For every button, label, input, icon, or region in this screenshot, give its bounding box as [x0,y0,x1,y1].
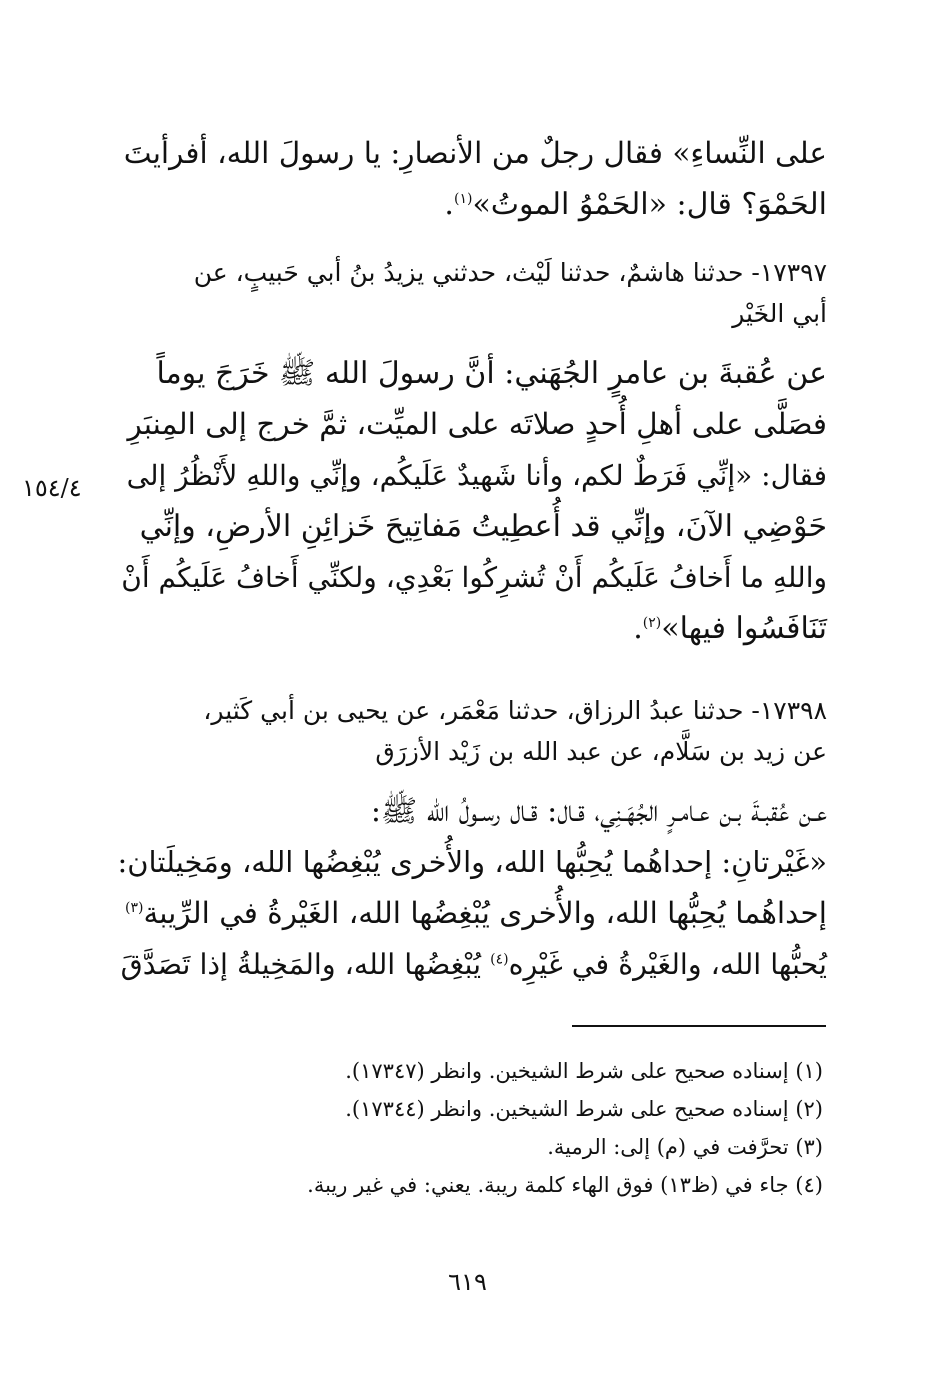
footnote: (٢) إسناده صحيح على شرط الشيخين. وانظر (١٧٣٤٤). [345,1097,823,1121]
text-line: فصَلَّى على أهلِ أُحدٍ صلاتَه على الميِّت، ثمَّ خرج إلى المِنبَرِ [127,407,827,441]
text-line: واللهِ ما أَخافُ عَلَيكُم أَنْ تُشرِكُوا بَعْدِي، ولكنِّي أَخافُ عَلَيكُم أَنْ [121,561,827,594]
text-line: عن زيد بن سَلَّام، عن عبد الله بن زَيْد الأزرَق [375,737,827,766]
footnote: (٤) جاء في (ظ١٣) فوق الهاء كلمة ريبة. يعني: في غير ريبة. [307,1173,823,1197]
footnote-marker: (١) [453,191,473,207]
footnote: (٣) تحرَّفت في (م) إلى: الرمية. [547,1135,823,1159]
text-line: «غَيْرتانِ: إحداهُما يُحِبُّها الله، والأُخرى يُبْغِضُها الله، ومَخِيلَتان: [117,845,827,879]
footnotes [223,1052,823,1204]
hadith-text-17397 [117,348,827,654]
text-line: عن عُقبةَ بن عامرٍ الجُهَني: أنَّ رسولَ الله ﷺ خَرَجَ يوماً [156,356,827,391]
text-line: على النِّساءِ» فقال رجلٌ من الأنصارِ: يا رسولَ الله، أفرأيتَ [123,136,827,170]
text-line: ١٧٣٩٧- حدثنا هاشمٌ، حدثنا لَيْث، حدثني يزيدُ بنُ أبي حَبيبٍ، عن [193,258,827,287]
hadith-chain-17398 [117,690,827,772]
hadith-chain-17397 [117,252,827,334]
footnote: (١) إسناده صحيح على شرط الشيخين. وانظر (١٧٣٤٧). [345,1059,823,1083]
page-number: ٦١٩ [448,1268,487,1296]
text-line: تَنَافَسُوا فيها»$^{(٢)}$. [633,611,827,646]
hadith-text-17398 [117,786,827,990]
text-line: إحداهُما يُحِبُّها الله، والأُخرى يُبْغِضُها الله، الغَيْرةُ في الرِّيبة$^{(٣)}$ [124,896,827,930]
text-line: يُحبُّها الله، والغَيْرةُ في غَيْرِه$^{(٤)}$ يُبْغِضُها الله، والمَخِيلةُ إذا تَصَدَّقَ [120,948,827,981]
text-line: أبي الخَيْر [732,299,827,328]
text-line: حَوْضِي الآنَ، وإنِّي قد أُعطِيتُ مَفاتِيحَ خَزائِنِ الأرضِ، وإنِّي [139,509,827,544]
paragraph-continuation [117,128,827,230]
text-line: ١٧٣٩٨- حدثنا عبدُ الرزاق، حدثنا مَعْمَر، عن يحيى بن أبي كَثير، [203,696,827,725]
text-line: الحَمْوَ؟ قال: «الحَمْوُ الموتُ»$^{(١)}$. [444,187,827,222]
footnote-marker: (٣) [124,900,144,917]
text-line: فقال: «إنِّي فَرَطٌ لكم، وأنا شَهيدٌ عَلَيكُم، وإنِّي واللهِ لأَنْظُرُ إلى [126,459,827,492]
text-line: عـن عُقبـةَ بـن عـامـرٍ الجُهَـنِي، قـال: قـال رسـولُ الله ﷺ: [370,794,827,829]
footnote-separator-rule [572,1025,826,1027]
footnote-marker: (٤) [490,951,509,968]
footnote-marker: (٢) [642,615,662,631]
margin-volume-page-reference: ١٥٤/٤ [22,474,82,502]
